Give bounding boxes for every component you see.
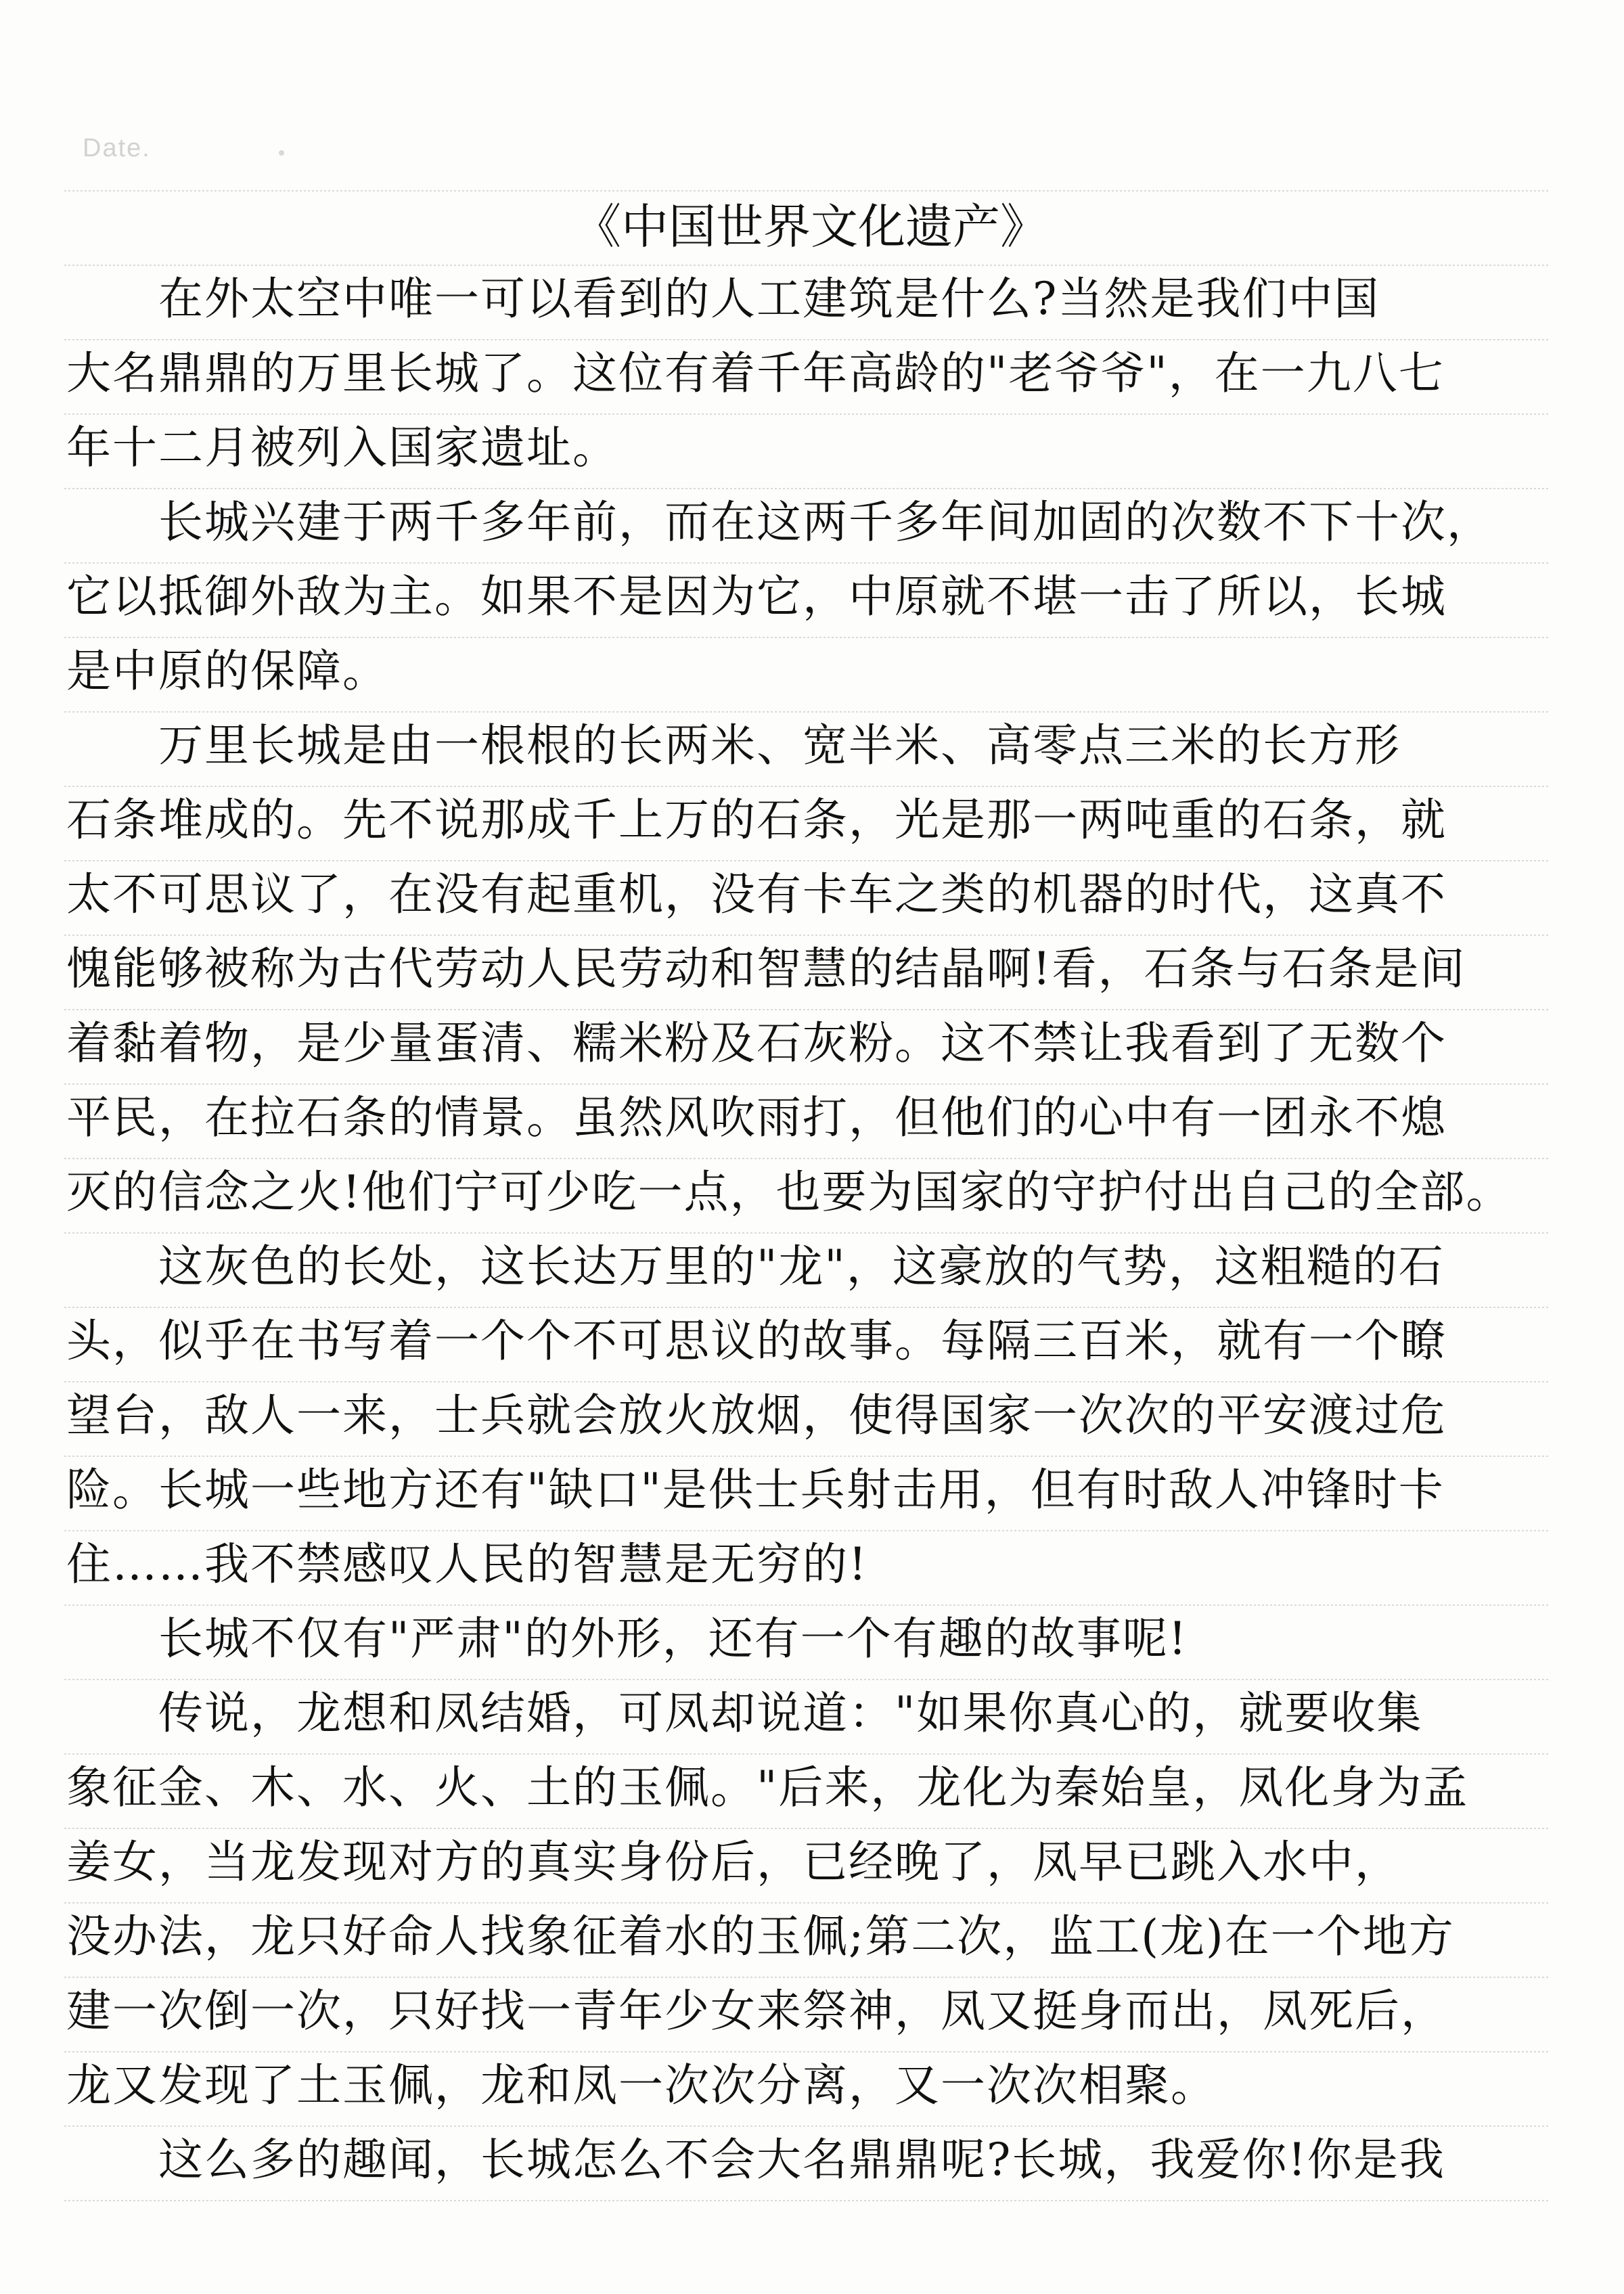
essay-title: 《中国世界文化遗产》: [574, 199, 1047, 254]
essay-line: 在外太空中唯一可以看到的人工建筑是什么?当然是我们中国: [66, 273, 1380, 325]
essay-line: 着黏着物，是少量蛋清、糯米粉及石灰粉。这不禁让我看到了无数个: [66, 1017, 1447, 1069]
essay-line: 平民，在拉石条的情景。虽然风吹雨打，但他们的心中有一团永不熄: [66, 1092, 1447, 1144]
essay-line: 象征金、木、水、火、土的玉佩。"后来，龙化为秦始皇，凤化身为孟: [66, 1761, 1469, 1814]
essay-line: 大名鼎鼎的万里长城了。这位有着千年高龄的"老爷爷"，在一九八七: [66, 347, 1445, 399]
essay-line: 没办法，龙只好命人找象征着水的玉佩;第二次，监工(龙)在一个地方: [66, 1910, 1455, 1962]
essay-line: 姜女，当龙发现对方的真实身份后，已经晚了，凤早已跳入水中，: [66, 1836, 1401, 1888]
essay-line: 住……我不禁感叹人民的智慧是无穷的!: [66, 1538, 868, 1590]
essay-line: 龙又发现了土玉佩，龙和凤一次次分离，又一次次相聚。: [66, 2059, 1217, 2111]
essay-line: 头，似乎在书写着一个个不可思议的故事。每隔三百米，就有一个瞭: [66, 1315, 1447, 1367]
essay-line: 灭的信念之火!他们宁可少吃一点，也要为国家的守护付出自己的全部。: [66, 1166, 1512, 1218]
essay-line: 长城不仅有"严肃"的外形，还有一个有趣的故事呢!: [66, 1613, 1188, 1665]
essay-line: 望台，敌人一来，士兵就会放火放烟，使得国家一次次的平安渡过危: [66, 1389, 1447, 1441]
essay-line: 长城兴建于两千多年前，而在这两千多年间加固的次数不下十次，: [66, 496, 1493, 548]
essay-line: 它以抵御外敌为主。如果不是因为它，中原就不堪一击了所以，长城: [66, 570, 1447, 623]
essay-line: 这灰色的长处，这长达万里的"龙"，这豪放的气势，这粗糙的石: [66, 1240, 1445, 1292]
essay-line: 石条堆成的。先不说那成千上万的石条，光是那一两吨重的石条，就: [66, 794, 1447, 846]
date-label: Date.: [83, 134, 151, 162]
essay-line: 是中原的保障。: [66, 645, 388, 697]
essay-line: 传说，龙想和凤结婚，可凤却说道："如果你真心的，就要收集: [66, 1687, 1423, 1739]
date-dot: [279, 150, 284, 156]
essay-line: 建一次倒一次，只好找一青年少女来祭神，凤又挺身而出，凤死后，: [66, 1985, 1447, 2037]
essay-line: 这么多的趣闻，长城怎么不会大名鼎鼎呢?长城，我爱你!你是我: [66, 2134, 1445, 2186]
essay: [66, 189, 1555, 2199]
essay-line: 险。长城一些地方还有"缺口"是供士兵射击用，但有时敌人冲锋时卡: [66, 1464, 1445, 1516]
essay-line: 愧能够被称为古代劳动人民劳动和智慧的结晶啊!看，石条与石条是间: [66, 943, 1466, 995]
essay-line: 年十二月被列入国家遗址。: [66, 422, 618, 474]
essay-line: 万里长城是由一根根的长两米、宽半米、高零点三米的长方形: [66, 719, 1401, 771]
essay-line: 太不可思议了，在没有起重机，没有卡车之类的机器的时代，这真不: [66, 868, 1447, 920]
